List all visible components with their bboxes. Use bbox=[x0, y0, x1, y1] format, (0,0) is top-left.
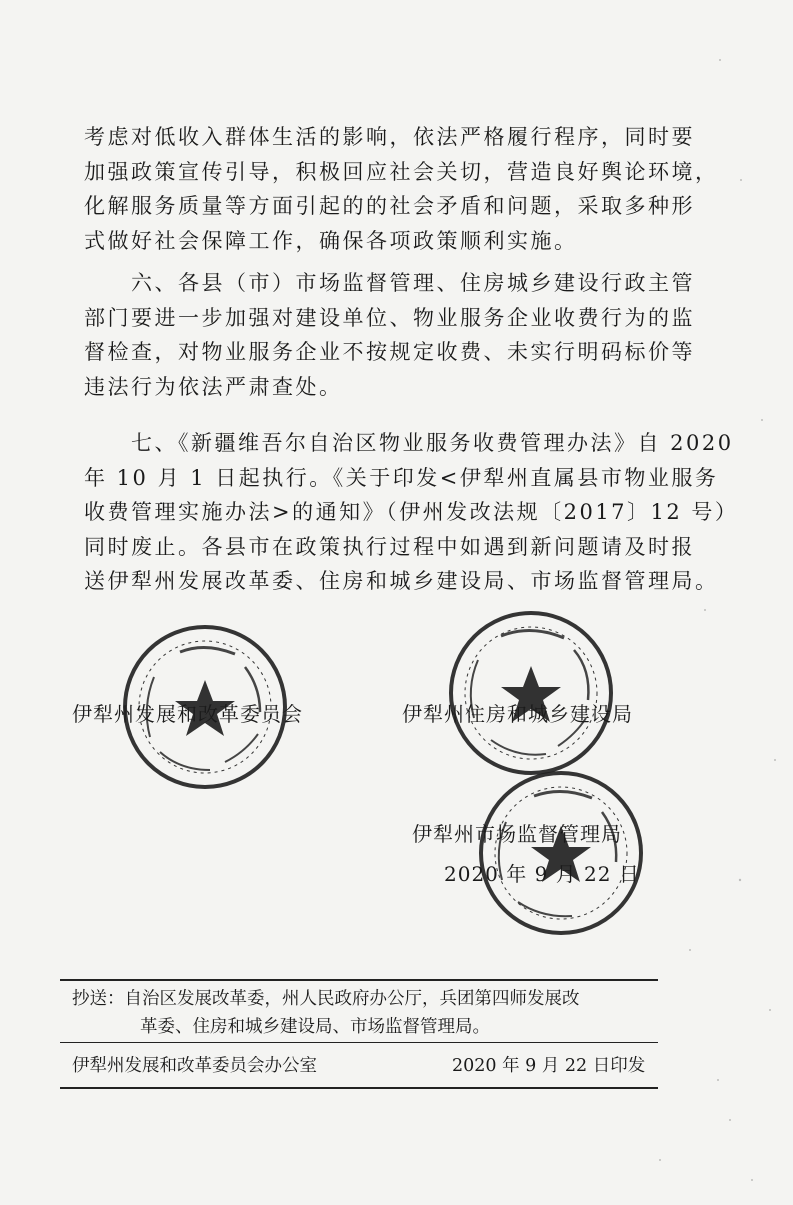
cc-label: 抄送： bbox=[72, 989, 125, 1009]
cc-recipients-1: 自治区发展改革委，州人民政府办公厅，兵团第四师发展改 bbox=[124, 989, 580, 1009]
signature-org-market-supervision: 伊犁州市场监督管理局 bbox=[412, 822, 622, 846]
cc-recipients-2: 革委、住房和城乡建设局、市场监督管理局。 bbox=[140, 1017, 490, 1037]
text-line: 化解服务质量等方面引起的的社会矛盾和问题，采取多种形 bbox=[84, 194, 695, 218]
text-line: 式做好社会保障工作，确保各项政策顺利实施。 bbox=[84, 228, 578, 253]
text-line: 部门要进一步加强对建设单位、物业服务企业收费行为的监 bbox=[84, 305, 695, 330]
issuing-office: 伊犁州发展和改革委员会办公室 bbox=[72, 1056, 317, 1076]
text-line: 送伊犁州发展改革委、住房和城乡建设局、市场监督管理局。 bbox=[84, 569, 719, 593]
text-line: 督检查，对物业服务企业不按规定收费、未实行明码标价等 bbox=[84, 340, 695, 364]
text-line: 加强政策宣传引导，积极回应社会关切，营造良好舆论环境， bbox=[84, 159, 719, 184]
text-line: 年 10 月 1 日起执行。《关于印发<伊犁州直属县市物业服务 bbox=[84, 465, 719, 490]
text-line: 六、各县（市）市场监督管理、住房城乡建设行政主管 bbox=[84, 271, 695, 295]
text-line: 同时废止。各县市在政策执行过程中如遇到新问题请及时报 bbox=[84, 534, 695, 559]
signature-org-development-reform: 伊犁州发展和改革委员会 bbox=[72, 702, 303, 726]
text-line: 收费管理实施办法>的通知》（伊州发改法规〔2017〕12 号） bbox=[84, 500, 739, 524]
text-line: 考虑对低收入群体生活的影响，依法严格履行程序，同时要 bbox=[84, 125, 695, 149]
issue-date: 2020 年 9 月 22 日印发 bbox=[452, 1056, 646, 1076]
signature-org-housing-construction: 伊犁州住房和城乡建设局 bbox=[402, 702, 633, 726]
text-line: 违法行为依法严肃查处。 bbox=[84, 374, 343, 399]
text-line: 七、《新疆维吾尔自治区物业服务收费管理办法》自 2020 bbox=[84, 431, 734, 455]
signature-date: 2020 年 9 月 22 日 bbox=[444, 862, 640, 886]
